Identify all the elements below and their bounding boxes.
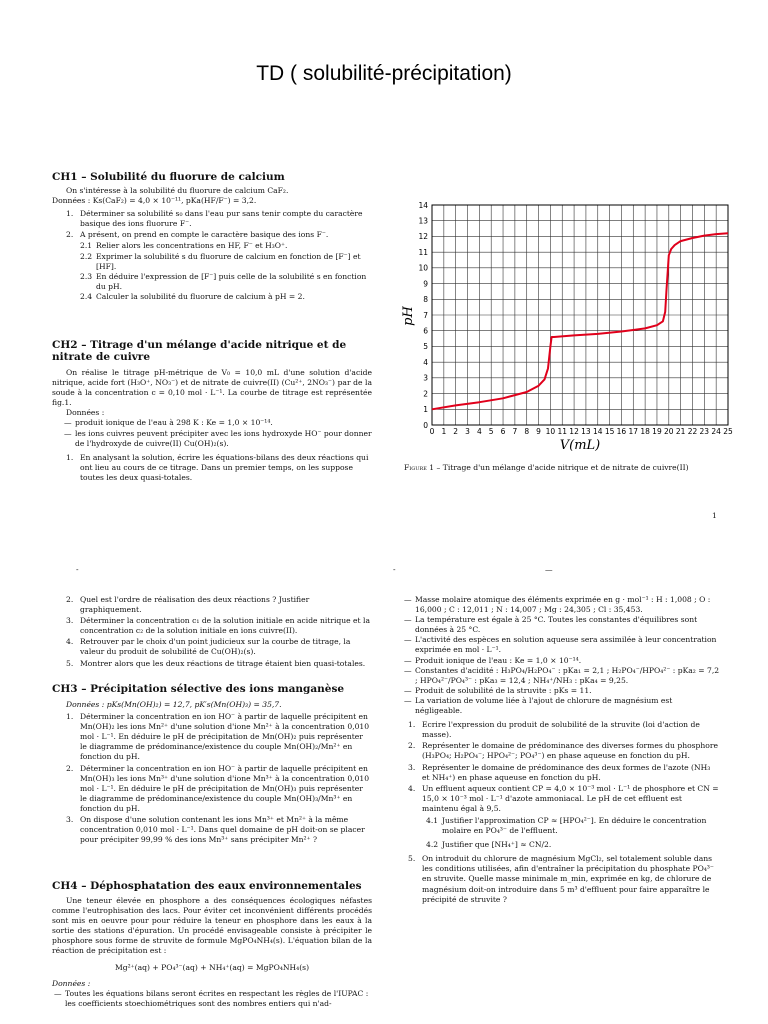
ch1-q2-num: 2. xyxy=(66,230,74,240)
q-num: 2. xyxy=(66,595,74,604)
ch4-data-item: — Produit de solubilité de la struvite : pKs = 11. xyxy=(404,686,720,696)
ch4-sub-item xyxy=(426,840,720,850)
x-tick-label: 24 xyxy=(711,427,721,436)
x-tick-label: 0 xyxy=(429,427,435,436)
x-tick-label: 5 xyxy=(488,427,494,436)
ch4-data-list-right xyxy=(404,595,720,716)
page-title: TD ( solubilité-précipitation) xyxy=(256,62,512,85)
x-tick-label: 11 xyxy=(557,427,568,436)
sub-text: Justifier l'approximation CP ≈ [HPO₄²⁻]. En déduire le concentration molaire en PO₄³⁻ de l'effluent. xyxy=(442,815,707,836)
y-tick-label: 12 xyxy=(418,232,428,242)
ch4-heading: CH4 – Déphosphatation des eaux environnementales xyxy=(52,880,362,892)
ch4-right-column xyxy=(404,595,720,906)
q-num: 4. xyxy=(408,783,416,793)
ch2-intro: On réalise le titrage pH-métrique de V₀ = 10,0 mL d'une solution d'acide nitrique, acide fort (H₃O⁺, NO₃⁻) et de nitrate de cuivre(II) (Cu²⁺, 2NO₃⁻) par de la soude à la concentration c = 0,10 mol · L⁻¹. La courbe de titrage est représentée fig.1. xyxy=(52,368,372,408)
x-tick-label: 25 xyxy=(723,427,733,436)
ch3-question xyxy=(66,815,372,845)
x-tick-label: 14 xyxy=(592,427,603,436)
ch2-q1-num: 1. xyxy=(66,452,74,462)
x-tick-label: 13 xyxy=(581,427,591,436)
q-text: On introduit du chlorure de magnésium MgCl₂, sel totalement soluble dans les conditions utilisées, afin d'entraîner la précipitation du phosphate PO₄³⁻ en struvite. Quelle masse minimale m_min, exprimée en kg, de chlorure de magnésium doit-on introduire dans 5 m³ d'effluent pour faire apparaître le précipité de struvite ? xyxy=(422,854,714,904)
q-text: Déterminer la concentration en ion HO⁻ à partir de laquelle précipitent en Mn(OH)₃ les ions Mn³⁺ d'une solution d'ione Mn³⁺ à la concentration 0,010 mol · L⁻¹. En déduire le pH de précipitation de Mn(OH)₃ puis représenter le diagramme de prédominance/existence du couple Mn(OH)₃/Mn³⁺ en fonction du pH. xyxy=(80,763,370,813)
x-axis-label: V(mL) xyxy=(559,438,601,453)
ch1-subquestions xyxy=(64,241,372,302)
ch1-heading: CH1 – Solubilité du fluorure de calcium xyxy=(52,171,285,183)
ch4-question xyxy=(408,741,720,761)
y-tick-label: 1 xyxy=(423,405,428,415)
ch2-question xyxy=(66,595,372,615)
x-tick-label: 16 xyxy=(616,427,627,436)
ch2-question xyxy=(66,637,372,657)
ch4-questions xyxy=(408,720,720,814)
y-tick-label: 13 xyxy=(418,216,428,226)
y-tick-label: 9 xyxy=(423,279,428,289)
y-tick-label: 5 xyxy=(423,342,428,352)
x-tick-label: 22 xyxy=(687,427,698,436)
ch4-question xyxy=(408,763,720,783)
q-num: 5. xyxy=(66,658,74,668)
x-tick-label: 6 xyxy=(500,427,506,436)
ch2-q1-text: En analysant la solution, écrire les équations-bilans des deux réactions qui ont lieu au cours de ce titrage. Dans un premier temps, on les suppose toutes les deux quasi-totales. xyxy=(80,452,369,482)
x-tick-label: 19 xyxy=(652,427,662,436)
q-text: Un effluent aqueux contient CP = 4,0 × 10⁻³ mol · L⁻¹ de phosphore et CN = 15,0 × 10⁻³ mol · L⁻¹ d'azote ammoniacal. Le pH de cet effluent est maintenu égal à 9,5. xyxy=(422,783,719,813)
x-tick-label: 12 xyxy=(569,427,579,436)
ch2-questions xyxy=(66,453,372,483)
x-tick-label: 3 xyxy=(465,427,470,436)
q-text: Montrer alors que les deux réactions de titrage étaient bien quasi-totales. xyxy=(80,658,366,668)
page-break-mark: - xyxy=(76,565,79,574)
ch2-questions-cont xyxy=(52,595,372,670)
ch1-intro: On s'intéresse à la solubilité du fluorure de calcium CaF₂. xyxy=(66,186,289,195)
y-axis-label: pH xyxy=(401,306,416,326)
q-num: 3. xyxy=(408,762,416,772)
q-text: Déterminer la concentration c₁ de la solution initiale en acide nitrique et la concentration c₂ de la solution initiale en ions cuivre(II). xyxy=(80,616,370,636)
page-break-mark: - xyxy=(393,565,396,574)
chart-ticks xyxy=(418,201,733,436)
y-tick-label: 0 xyxy=(423,420,428,430)
ch4-data-list-left xyxy=(54,989,372,1009)
ch3-data: Données : pKs(Mn(OH)₂) = 12,7, pK′s(Mn(OH)₃) = 35,7. xyxy=(66,700,282,709)
q-num: 1. xyxy=(66,712,74,722)
ch1-sub-num: 2.1 xyxy=(80,241,93,251)
y-tick-label: 10 xyxy=(418,263,428,273)
x-tick-label: 10 xyxy=(545,427,556,436)
ch1-sub-item xyxy=(80,272,372,292)
ch2-data-item: — les ions cuivres peuvent précipiter avec les ions hydroxyde HO⁻ pour donner de l'hydroxyde de cuivre(II) Cu(OH)₂(s). xyxy=(64,429,372,449)
ch4-subquestions xyxy=(410,816,720,850)
x-tick-label: 18 xyxy=(640,427,650,436)
ch2-heading: CH2 – Titrage d'un mélange d'acide nitrique et de nitrate de cuivre xyxy=(52,339,347,363)
titration-chart xyxy=(400,196,750,456)
page-number: 1 xyxy=(712,511,717,520)
q-num: 4. xyxy=(66,637,74,647)
ch4-data-item: — Masse molaire atomique des éléments exprimée en g · mol⁻¹ : H : 1,008 ; O : 16,000 ; C : 12,011 ; N : 14,007 ; Mg : 24,305 ; Cl : 35,453. xyxy=(404,595,720,615)
sub-text: Justifier que [NH₄⁺] ≈ CN/2. xyxy=(442,840,552,850)
ch1-sub-text: En déduire l'expression de [F⁻] puis celle de la solubilité s en fonction du pH. xyxy=(96,271,367,291)
ch2-body xyxy=(52,368,372,484)
ch4-data-label: Données : xyxy=(52,978,91,988)
ch4-body xyxy=(52,896,372,1009)
ch2-questions-list xyxy=(66,595,372,669)
q-text: Représenter le domaine de prédominance des diverses formes du phosphore (H₃PO₄; H₂PO₄⁻; HPO₄²⁻; PO₄³⁻) en phase aqueuse en fonction du pH. xyxy=(422,741,719,761)
y-tick-label: 4 xyxy=(423,357,428,367)
ch1-q2-text: A présent, on prend en compte le caractère basique des ions F⁻. xyxy=(80,230,329,240)
q-num: 1. xyxy=(408,720,416,730)
q-text: On dispose d'une solution contenant les ions Mn³⁺ et Mn²⁺ à la même concentration 0,010 mol · L⁻¹. Dans quel domaine de pH doit-on se placer pour précipiter 99,99 % des ions Mn³⁺ sans précipiter Mn²⁺ ? xyxy=(80,815,365,845)
q-num: 2. xyxy=(66,763,74,773)
ch1-sub-text: Exprimer la solubilité s du fluorure de calcium en fonction de [F⁻] et [HF]. xyxy=(96,251,361,271)
ch4-data-item: — Produit ionique de l'eau : Ke = 1,0 × 10⁻¹⁴. xyxy=(404,656,720,666)
x-tick-label: 15 xyxy=(604,427,615,436)
ch4-question xyxy=(408,854,720,904)
x-tick-label: 1 xyxy=(441,427,447,436)
q-num: 3. xyxy=(66,815,74,825)
ch1-questions xyxy=(66,209,372,240)
ch2-data-list xyxy=(64,418,372,448)
x-tick-label: 20 xyxy=(664,427,674,436)
ch3-question xyxy=(66,712,372,762)
ch4-data-item: — Constantes d'acidité : H₃PO₄/H₂PO₄⁻ : pKa₁ = 2,1 ; H₂PO₄⁻/HPO₄²⁻ : pKa₂ = 7,2 ; HPO₄²⁻/PO₄³⁻ : pKa₃ = 12,4 ; NH₄⁺/NH₃ : pKa₄ = 9,25. xyxy=(404,666,720,686)
figure-caption-text: – Titrage d'un mélange d'acide nitrique et de nitrate de cuivre(II) xyxy=(436,463,689,472)
q-text: Déterminer la concentration en ion HO⁻ à partir de laquelle précipitent en Mn(OH)₂ les ions Mn²⁺ d'une solution d'ione Mn²⁺ à la concentration 0,010 mol · L⁻¹. En déduire le pH de précipitation de Mn(OH)₂ puis représenter le diagramme de prédominance/existence du couple Mn(OH)₂/Mn²⁺ en fonction du pH. xyxy=(80,712,370,762)
ch1-sub-item xyxy=(80,252,372,272)
ch4-data-item: — L'activité des espèces en solution aqueuse sera assimilée à leur concentration exprimée en mol · L⁻¹. xyxy=(404,635,720,655)
y-tick-label: 11 xyxy=(418,247,428,257)
ch1-sub-item xyxy=(80,241,372,251)
ch1-q2 xyxy=(66,230,372,240)
ch1-q1 xyxy=(66,209,372,229)
ch4-data-item: — La température est égale à 25 °C. Toutes les constantes d'équilibres sont données à 25 °C. xyxy=(404,615,720,635)
q-text: Ecrire l'expression du produit de solubilité de la struvite (loi d'action de masse). xyxy=(422,720,700,740)
x-tick-label: 4 xyxy=(476,427,482,436)
q-num: 2. xyxy=(408,741,416,751)
ch2-q1 xyxy=(66,453,372,483)
y-tick-label: 3 xyxy=(423,373,428,383)
ch1-sub-text: Relier alors les concentrations en HF, F⁻ et H₃O⁺. xyxy=(96,241,288,251)
ch4-question xyxy=(408,784,720,814)
x-tick-label: 7 xyxy=(512,427,518,436)
series-line-ph xyxy=(432,233,728,409)
ch4-data-item: — Toutes les équations bilans seront écrites en respectant les règles de l'IUPAC : les coefficients stoechiométriques sont des nombres entiers qui n'ad- xyxy=(54,989,372,1009)
x-tick-label: 23 xyxy=(699,427,710,436)
ch4-equation: Mg²⁺(aq) + PO₄³⁻(aq) + NH₄⁺(aq) = MgPO₄NH₄(s) xyxy=(114,962,310,972)
q-num: 3. xyxy=(66,616,74,626)
ch1-q1-text: Déterminer sa solubilité s₀ dans l'eau pur sans tenir compte du caractère basique des ions fluorure F⁻. xyxy=(80,209,363,229)
ch1-sub-num: 2.3 xyxy=(80,271,93,281)
y-tick-label: 2 xyxy=(423,389,428,399)
q-text: Représenter le domaine de prédominance des deux formes de l'azote (NH₃ et NH₄⁺) en phase aqueuse en fonction du pH. xyxy=(422,762,711,782)
ch1-data: Données : Ks(CaF₂) = 4,0 × 10⁻¹¹, pKa(HF/F⁻) = 3,2. xyxy=(52,196,257,206)
chart-series xyxy=(432,233,728,409)
ch4-data-item: — La variation de volume liée à l'ajout de chlorure de magnésium est négligeable. xyxy=(404,696,720,716)
y-tick-label: 6 xyxy=(423,326,428,336)
ch3-heading: CH3 – Précipitation sélective des ions manganèse xyxy=(52,683,345,695)
y-tick-label: 8 xyxy=(423,295,428,305)
ch4-intro: Une teneur élevée en phosphore a des conséquences écologiques néfastes comme l'eutrophisation des lacs. Pour éviter cet inconvénient différents procédés sont mis en oeuvre pour pour réduire la teneur en phosphore dans les eaux à la sortie des stations d'épuration. Un procédé envisageable consiste à précipiter le phosphore sous forme de struvite de formule MgPO₄NH₄(s). L'équation bilan de la réaction de précipitation est : xyxy=(52,896,372,956)
chart-grid xyxy=(432,205,728,425)
q-text: Retrouver par le choix d'un point judicieux sur la courbe de titrage, la valeur du produit de solubilité de Cu(OH)₂(s). xyxy=(80,637,351,657)
q-num: 5. xyxy=(408,854,416,864)
ch1-body xyxy=(52,186,372,302)
ch4-question xyxy=(408,720,720,740)
ch4-question-5 xyxy=(408,854,720,904)
ch2-question xyxy=(66,659,372,669)
ch3-questions xyxy=(66,712,372,845)
sub-num: 4.2 xyxy=(426,840,439,850)
x-tick-label: 17 xyxy=(628,427,639,436)
ch4-sub-item xyxy=(426,816,720,836)
y-tick-label: 14 xyxy=(418,200,428,210)
q-text: Quel est l'ordre de réalisation des deux réactions ? Justifier graphiquement. xyxy=(80,595,310,615)
ch3-body xyxy=(52,700,372,846)
ch2-data-label: Données : xyxy=(66,408,105,418)
ch2-question xyxy=(66,616,372,636)
ch1-q1-num: 1. xyxy=(66,209,74,219)
ch1-sub-num: 2.4 xyxy=(80,291,93,301)
ch1-sub-item xyxy=(80,292,372,302)
ch2-data-item: — produit ionique de l'eau à 298 K : Ke = 1,0 × 10⁻¹⁴. xyxy=(64,418,372,428)
x-tick-label: 21 xyxy=(675,427,686,436)
y-tick-label: 7 xyxy=(423,310,428,320)
page-break-mark: — xyxy=(545,565,553,574)
x-tick-label: 2 xyxy=(453,427,459,436)
ch1-sub-num: 2.2 xyxy=(80,251,93,261)
x-tick-label: 9 xyxy=(536,427,541,436)
figure-caption xyxy=(404,463,744,472)
figure-caption-label: Figure 1 xyxy=(404,463,435,472)
sub-num: 4.1 xyxy=(426,815,439,825)
ch1-sub-text: Calculer la solubilité du fluorure de calcium à pH = 2. xyxy=(96,291,305,301)
x-tick-label: 8 xyxy=(524,427,530,436)
ch3-question xyxy=(66,764,372,814)
